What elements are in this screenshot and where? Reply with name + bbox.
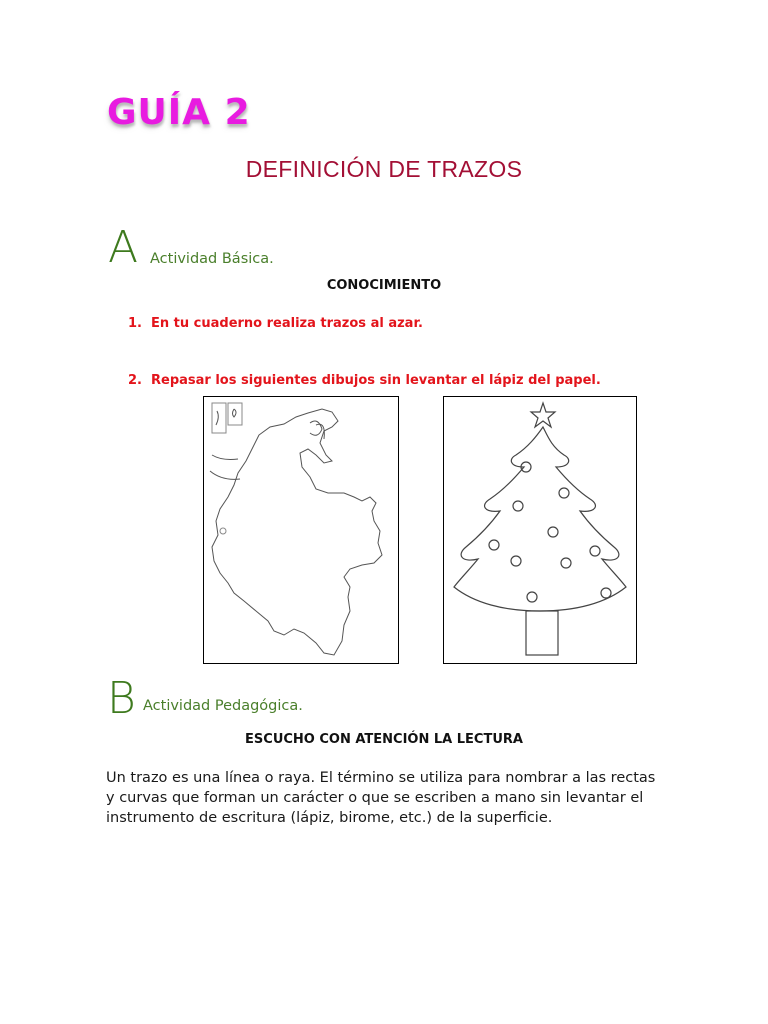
- paragraph-line: y curvas que forman un carácter o que se escriben a mano sin levantar el: [106, 790, 644, 806]
- section-b-letter: B: [107, 673, 136, 724]
- paragraph-line: Un trazo es una línea o raya. El término se utiliza para nombrar a las rectas: [106, 770, 656, 786]
- section-b-subheading: ESCUCHO CON ATENCIÓN LA LECTURA: [245, 732, 523, 747]
- paragraph-line: instrumento de escritura (lápiz, birome, etc.) de la superficie.: [106, 810, 553, 826]
- task-2: [128, 373, 601, 388]
- page-title: DEFINICIÓN DE TRAZOS: [245, 156, 523, 182]
- task-2-number: 2.: [128, 373, 142, 388]
- task-1-number: 1.: [128, 316, 142, 331]
- section-b-label: Actividad Pedagógica.: [143, 698, 303, 714]
- colombia-map-outline-icon: [204, 397, 398, 663]
- task-1-text: En tu cuaderno realiza trazos al azar.: [151, 316, 423, 331]
- section-a-subheading: CONOCIMIENTO: [326, 278, 442, 293]
- map-frame: [203, 396, 399, 664]
- christmas-tree-outline-icon: [444, 397, 636, 663]
- task-1: [128, 316, 423, 331]
- section-a-letter: A: [108, 222, 139, 273]
- guide-title: GUÍA 2: [107, 92, 251, 133]
- reading-paragraph: [106, 768, 666, 828]
- section-a-label: Actividad Básica.: [150, 251, 274, 267]
- task-2-text: Repasar los siguientes dibujos sin levantar el lápiz del papel.: [151, 373, 601, 388]
- tree-frame: [443, 396, 637, 664]
